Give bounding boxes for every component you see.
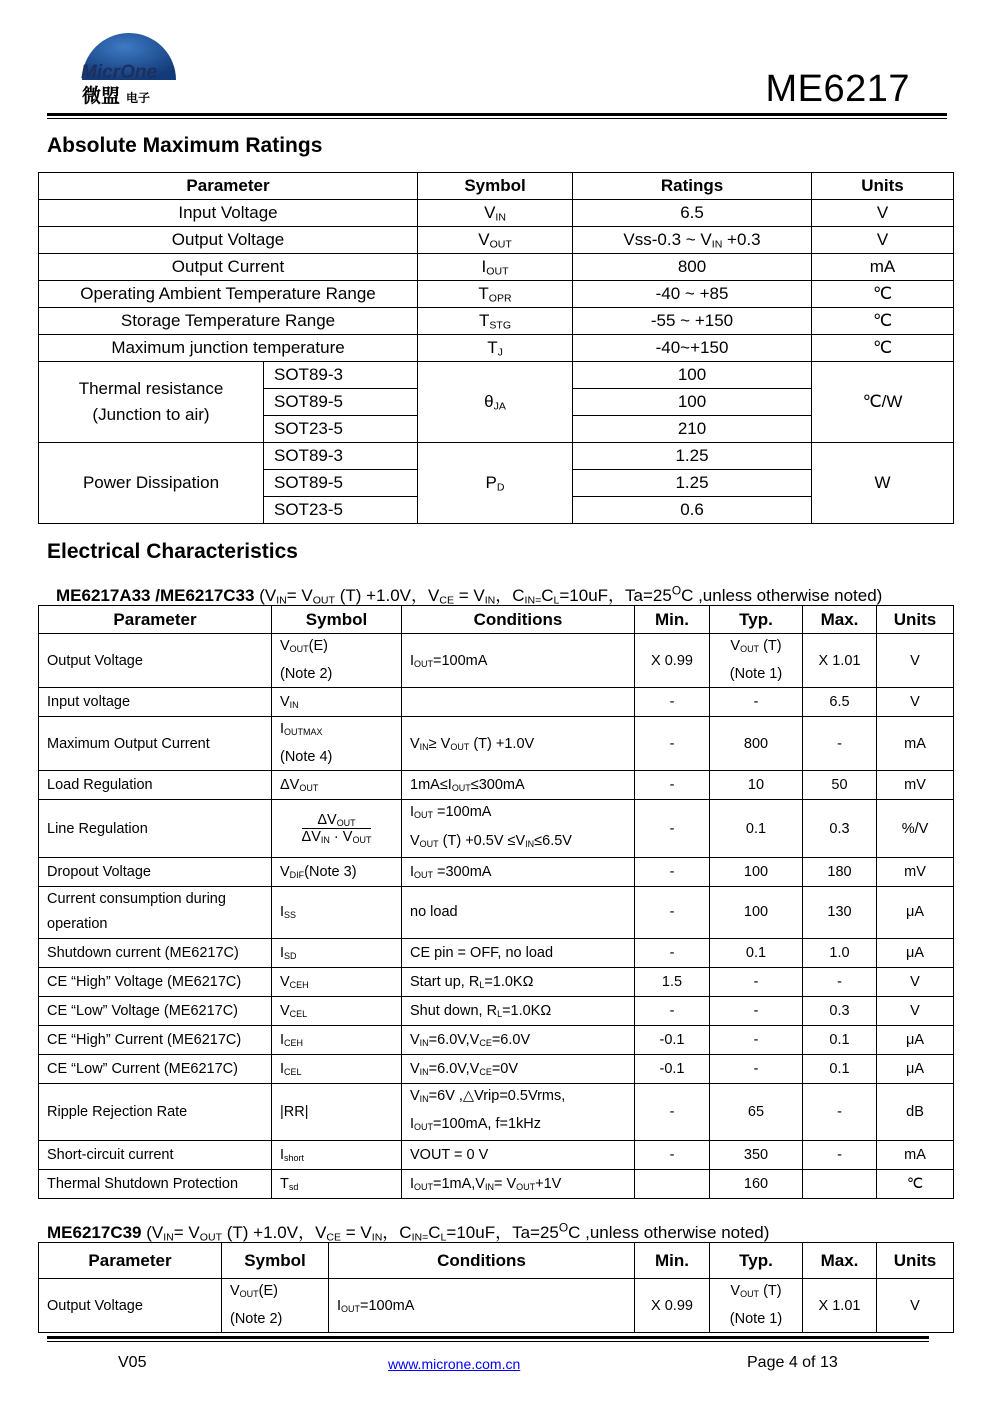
table-row bbox=[39, 717, 954, 771]
max-cell: 0.3 bbox=[803, 996, 877, 1025]
typ-cell: 100 bbox=[710, 886, 803, 938]
symbol-cell: $V_{OUT}$ bbox=[418, 227, 573, 254]
footer-rule bbox=[47, 1336, 929, 1339]
max-cell: 180 bbox=[803, 857, 877, 886]
min-cell: -0.1 bbox=[635, 1054, 710, 1083]
param-cell: CE “High” Current (ME6217C) bbox=[39, 1025, 272, 1054]
footer-page-number: Page 4 of 13 bbox=[747, 1354, 838, 1371]
electrical-characteristics-table bbox=[38, 605, 954, 1199]
table-row bbox=[39, 800, 954, 857]
typ-cell: 65 bbox=[710, 1083, 803, 1140]
package-cell: SOT23-5 bbox=[264, 416, 418, 443]
min-cell: - bbox=[635, 857, 710, 886]
rating-cell: 6.5 bbox=[573, 200, 812, 227]
typ-cell: - bbox=[710, 996, 803, 1025]
param-cell: CE “Low” Current (ME6217C) bbox=[39, 1054, 272, 1083]
condition-cell: $V_{IN}=6V$ ,△Vrip=0.5Vrms, $I_{OUT}=100mA$, f=1kHz bbox=[402, 1083, 635, 1140]
rating-cell: 800 bbox=[573, 254, 812, 281]
min-cell: - bbox=[635, 886, 710, 938]
unit-cell: ℃/W bbox=[812, 362, 954, 443]
min-cell: - bbox=[635, 1141, 710, 1170]
header-rule bbox=[47, 113, 947, 116]
typ-cell: - bbox=[710, 967, 803, 996]
min-cell: - bbox=[635, 996, 710, 1025]
table-row bbox=[39, 938, 954, 967]
condition-cell: $V_{IN}=6.0V,V_{CE}=6.0V$ bbox=[402, 1025, 635, 1054]
symbol-cell: $T_J$ bbox=[418, 335, 573, 362]
symbol-cell: |RR| bbox=[272, 1083, 402, 1140]
condition-cell: CE pin = OFF, no load bbox=[402, 938, 635, 967]
table-row bbox=[39, 771, 954, 800]
line-regulation-fraction: $\frac{\Delta V_{OUT}}{\Delta V_{IN} \cdot V_{OUT}}$ bbox=[301, 811, 372, 846]
symbol-cell: $T_{STG}$ bbox=[418, 308, 573, 335]
symbol-cell: $V_{CEH}$ bbox=[272, 967, 402, 996]
model-name: ME6217C39 bbox=[47, 1223, 142, 1242]
header-rule-thin bbox=[47, 118, 947, 119]
table-row bbox=[39, 254, 954, 281]
max-cell: 50 bbox=[803, 771, 877, 800]
min-cell: - bbox=[635, 1083, 710, 1140]
condition-cell: $I_{OUT}=1mA,V_{IN}= V_{OUT}+1V$ bbox=[402, 1170, 635, 1199]
table-row bbox=[39, 996, 954, 1025]
col-header-ratings: Ratings bbox=[573, 173, 812, 200]
typ-cell: 350 bbox=[710, 1141, 803, 1170]
unit-cell: ℃ bbox=[812, 308, 954, 335]
table-row bbox=[39, 1170, 954, 1199]
max-cell: 6.5 bbox=[803, 688, 877, 717]
unit-cell: ℃ bbox=[812, 335, 954, 362]
min-cell: 1.5 bbox=[635, 967, 710, 996]
table-header-row bbox=[39, 606, 954, 634]
param-cell: Output Voltage bbox=[39, 227, 418, 254]
rating-cell: 210 bbox=[573, 416, 812, 443]
param-cell: Current consumption during operation bbox=[39, 886, 272, 938]
min-cell: - bbox=[635, 800, 710, 857]
symbol-cell: $T_{OPR}$ bbox=[418, 281, 573, 308]
param-cell: CE “High” Voltage (ME6217C) bbox=[39, 967, 272, 996]
col-header-min: Min. bbox=[635, 1243, 710, 1279]
param-cell: Output Current bbox=[39, 254, 418, 281]
table-header-row bbox=[39, 1243, 954, 1279]
col-header-symbol: Symbol bbox=[418, 173, 573, 200]
unit-cell: μA bbox=[877, 938, 954, 967]
symbol-cell: $V_{OUT}(E)$ (Note 2) bbox=[272, 634, 402, 688]
table-row bbox=[39, 1279, 954, 1333]
unit-cell: W bbox=[812, 443, 954, 524]
model-name: ME6217A33 /ME6217C33 bbox=[56, 586, 255, 605]
footer-version: V05 bbox=[118, 1354, 147, 1371]
min-cell: - bbox=[635, 771, 710, 800]
typ-cell: 0.1 bbox=[710, 938, 803, 967]
param-cell: Maximum junction temperature bbox=[39, 335, 418, 362]
col-header-parameter: Parameter bbox=[39, 606, 272, 634]
logo-cn-small: 电子 bbox=[126, 91, 151, 105]
test-conditions-c39: ME6217C39 ($V_{IN}= V_{OUT}$ (T) +1.0V，$V_{CE} = V_{IN}$，$C_{IN=}C_L=10uF$，$Ta=25^OC$ ,unless otherwise noted) bbox=[47, 1220, 770, 1244]
package-cell: SOT23-5 bbox=[264, 497, 418, 524]
condition-cell: no load bbox=[402, 886, 635, 938]
param-cell: Operating Ambient Temperature Range bbox=[39, 281, 418, 308]
typ-cell: 0.1 bbox=[710, 800, 803, 857]
unit-cell: μA bbox=[877, 1054, 954, 1083]
symbol-cell: $V_{CEL}$ bbox=[272, 996, 402, 1025]
rating-cell: -55 ~ +150 bbox=[573, 308, 812, 335]
col-header-symbol: Symbol bbox=[272, 606, 402, 634]
condition-cell: $V_{IN}=6.0V,V_{CE}=0V$ bbox=[402, 1054, 635, 1083]
unit-cell: V bbox=[877, 996, 954, 1025]
symbol-cell: $V_{DIF}(Note$ 3) bbox=[272, 857, 402, 886]
min-cell: -0.1 bbox=[635, 1025, 710, 1054]
max-cell: 130 bbox=[803, 886, 877, 938]
unit-cell: mA bbox=[877, 1141, 954, 1170]
symbol-cell: $V_{IN}$ bbox=[272, 688, 402, 717]
min-cell bbox=[635, 1170, 710, 1199]
table-row bbox=[39, 1054, 954, 1083]
symbol-cell: $T_{sd}$ bbox=[272, 1170, 402, 1199]
min-cell: - bbox=[635, 688, 710, 717]
typ-cell: - bbox=[710, 1054, 803, 1083]
max-cell: 0.3 bbox=[803, 800, 877, 857]
condition-cell: $I_{OUT}=100mA$ bbox=[402, 634, 635, 688]
typ-cell: $V_{OUT}$ (T) (Note 1) bbox=[710, 634, 803, 688]
col-header-min: Min. bbox=[635, 606, 710, 634]
param-cell: Shutdown current (ME6217C) bbox=[39, 938, 272, 967]
param-cell: Dropout Voltage bbox=[39, 857, 272, 886]
table-row bbox=[39, 362, 954, 389]
typ-cell: - bbox=[710, 688, 803, 717]
unit-cell: mV bbox=[877, 771, 954, 800]
unit-cell: V bbox=[812, 200, 954, 227]
table-row bbox=[39, 634, 954, 688]
symbol-cell: $I_{short}$ bbox=[272, 1141, 402, 1170]
unit-cell: mV bbox=[877, 857, 954, 886]
package-cell: SOT89-3 bbox=[264, 362, 418, 389]
condition-cell: VOUT = 0 V bbox=[402, 1141, 635, 1170]
min-cell: - bbox=[635, 717, 710, 771]
min-cell: - bbox=[635, 938, 710, 967]
param-cell: Ripple Rejection Rate bbox=[39, 1083, 272, 1140]
condition-cell: Start up, $R_L=1.0K\Omega$ bbox=[402, 967, 635, 996]
absolute-max-ratings-table bbox=[38, 172, 954, 524]
unit-cell: mA bbox=[812, 254, 954, 281]
symbol-cell bbox=[272, 800, 402, 857]
typ-cell: 160 bbox=[710, 1170, 803, 1199]
symbol-cell: $V_{IN}$ bbox=[418, 200, 573, 227]
condition-cell: $I_{OUT} =300mA$ bbox=[402, 857, 635, 886]
footer-website-link[interactable]: www.microne.com.cn bbox=[388, 1356, 521, 1372]
max-cell: 0.1 bbox=[803, 1054, 877, 1083]
max-cell: - bbox=[803, 717, 877, 771]
param-cell: Short-circuit current bbox=[39, 1141, 272, 1170]
unit-cell: V bbox=[877, 634, 954, 688]
typ-cell: 800 bbox=[710, 717, 803, 771]
unit-cell: μA bbox=[877, 1025, 954, 1054]
symbol-cell: $I_{OUTMAX}$ (Note 4) bbox=[272, 717, 402, 771]
max-cell: 0.1 bbox=[803, 1025, 877, 1054]
table-row bbox=[39, 688, 954, 717]
param-cell-power: Power Dissipation bbox=[39, 443, 264, 524]
col-header-conditions: Conditions bbox=[402, 606, 635, 634]
symbol-cell: $I_{SS}$ bbox=[272, 886, 402, 938]
symbol-cell: $I_{OUT}$ bbox=[418, 254, 573, 281]
symbol-cell: $V_{OUT}(E)$ (Note 2) bbox=[222, 1279, 329, 1333]
typ-cell: 10 bbox=[710, 771, 803, 800]
rating-cell: 100 bbox=[573, 389, 812, 416]
col-header-conditions: Conditions bbox=[329, 1243, 635, 1279]
table-header-row bbox=[39, 173, 954, 200]
company-logo bbox=[78, 20, 183, 110]
param-cell: Output Voltage bbox=[39, 1279, 222, 1333]
electrical-characteristics-c39-table bbox=[38, 1242, 954, 1333]
unit-cell: ℃ bbox=[812, 281, 954, 308]
table-row bbox=[39, 1083, 954, 1140]
symbol-cell: $I_{CEL}$ bbox=[272, 1054, 402, 1083]
param-cell: Input voltage bbox=[39, 688, 272, 717]
unit-cell: %/V bbox=[877, 800, 954, 857]
footer-rule-thin bbox=[47, 1341, 929, 1342]
unit-cell: V bbox=[877, 967, 954, 996]
typ-cell: $V_{OUT}$ (T) (Note 1) bbox=[710, 1279, 803, 1333]
rating-cell: 100 bbox=[573, 362, 812, 389]
unit-cell: ℃ bbox=[877, 1170, 954, 1199]
condition-cell: $1mA\le I_{OUT}\le 300mA$ bbox=[402, 771, 635, 800]
symbol-cell: $I_{SD}$ bbox=[272, 938, 402, 967]
col-header-symbol: Symbol bbox=[222, 1243, 329, 1279]
param-cell: Load Regulation bbox=[39, 771, 272, 800]
unit-cell: μA bbox=[877, 886, 954, 938]
ec-section-title: Electrical Characteristics bbox=[47, 540, 298, 563]
col-header-parameter: Parameter bbox=[39, 173, 418, 200]
package-cell: SOT89-5 bbox=[264, 470, 418, 497]
table-row bbox=[39, 443, 954, 470]
table-row bbox=[39, 1025, 954, 1054]
param-cell: Line Regulation bbox=[39, 800, 272, 857]
col-header-units: Units bbox=[877, 606, 954, 634]
condition-cell bbox=[402, 688, 635, 717]
param-cell: Output Voltage bbox=[39, 634, 272, 688]
table-row bbox=[39, 857, 954, 886]
max-cell: X 1.01 bbox=[803, 634, 877, 688]
rating-cell: -40~+150 bbox=[573, 335, 812, 362]
table-row bbox=[39, 967, 954, 996]
unit-cell: dB bbox=[877, 1083, 954, 1140]
symbol-cell: $\theta_{JA}$ bbox=[418, 362, 573, 443]
col-header-parameter: Parameter bbox=[39, 1243, 222, 1279]
max-cell: X 1.01 bbox=[803, 1279, 877, 1333]
test-conditions-a33: ME6217A33 /ME6217C33 ($V_{IN}= V_{OUT}$ (T) +1.0V，$V_{CE} = V_{IN}$，$C_{IN=}C_L=10uF$，$Ta=25^OC$ ,unless otherwise noted) bbox=[56, 583, 883, 607]
amr-section-title: Absolute Maximum Ratings bbox=[47, 134, 323, 157]
min-cell: X 0.99 bbox=[635, 1279, 710, 1333]
param-cell: Storage Temperature Range bbox=[39, 308, 418, 335]
rating-cell: 1.25 bbox=[573, 443, 812, 470]
col-header-max: Max. bbox=[803, 606, 877, 634]
table-row bbox=[39, 886, 954, 938]
symbol-cell: $P_D$ bbox=[418, 443, 573, 524]
col-header-typ: Typ. bbox=[710, 1243, 803, 1279]
table-row bbox=[39, 200, 954, 227]
col-header-typ: Typ. bbox=[710, 606, 803, 634]
param-cell: Maximum Output Current bbox=[39, 717, 272, 771]
max-cell bbox=[803, 1170, 877, 1199]
col-header-max: Max. bbox=[803, 1243, 877, 1279]
col-header-units: Units bbox=[877, 1243, 954, 1279]
min-cell: X 0.99 bbox=[635, 634, 710, 688]
rating-cell: Vss-0.3 ~ $V_{IN} +0.3$ bbox=[573, 227, 812, 254]
condition-cell: $I_{OUT}=100mA$ bbox=[329, 1279, 635, 1333]
table-row bbox=[39, 227, 954, 254]
unit-cell: mA bbox=[877, 717, 954, 771]
table-row bbox=[39, 1141, 954, 1170]
condition-cell: $I_{OUT} =100mA$ $V_{OUT}$ $(T) +0.5V \le V_{IN}\le 6.5V$ bbox=[402, 800, 635, 857]
typ-cell: 100 bbox=[710, 857, 803, 886]
max-cell: - bbox=[803, 967, 877, 996]
condition-cell: Shut down, $R_L=1.0K\Omega$ bbox=[402, 996, 635, 1025]
table-row bbox=[39, 281, 954, 308]
unit-cell: V bbox=[812, 227, 954, 254]
param-cell-thermal: Thermal resistance (Junction to air) bbox=[39, 362, 264, 443]
package-cell: SOT89-3 bbox=[264, 443, 418, 470]
unit-cell: V bbox=[877, 1279, 954, 1333]
max-cell: - bbox=[803, 1141, 877, 1170]
symbol-cell: $I_{CEH}$ bbox=[272, 1025, 402, 1054]
symbol-cell: $\Delta V_{OUT}$ bbox=[272, 771, 402, 800]
typ-cell: - bbox=[710, 1025, 803, 1054]
condition-cell: $V_{IN}\ge V_{OUT}$ (T) +1.0V bbox=[402, 717, 635, 771]
logo-cn: 微盟 bbox=[82, 85, 121, 107]
rating-cell: -40 ~ +85 bbox=[573, 281, 812, 308]
table-row bbox=[39, 308, 954, 335]
table-row bbox=[39, 335, 954, 362]
param-cell: Input Voltage bbox=[39, 200, 418, 227]
unit-cell: V bbox=[877, 688, 954, 717]
rating-cell: 1.25 bbox=[573, 470, 812, 497]
logo-text: MicrOne bbox=[81, 62, 158, 83]
param-cell: Thermal Shutdown Protection bbox=[39, 1170, 272, 1199]
col-header-units: Units bbox=[812, 173, 954, 200]
rating-cell: 0.6 bbox=[573, 497, 812, 524]
document-title: ME6217 bbox=[765, 68, 910, 110]
param-cell: CE “Low” Voltage (ME6217C) bbox=[39, 996, 272, 1025]
max-cell: 1.0 bbox=[803, 938, 877, 967]
package-cell: SOT89-5 bbox=[264, 389, 418, 416]
max-cell: - bbox=[803, 1083, 877, 1140]
